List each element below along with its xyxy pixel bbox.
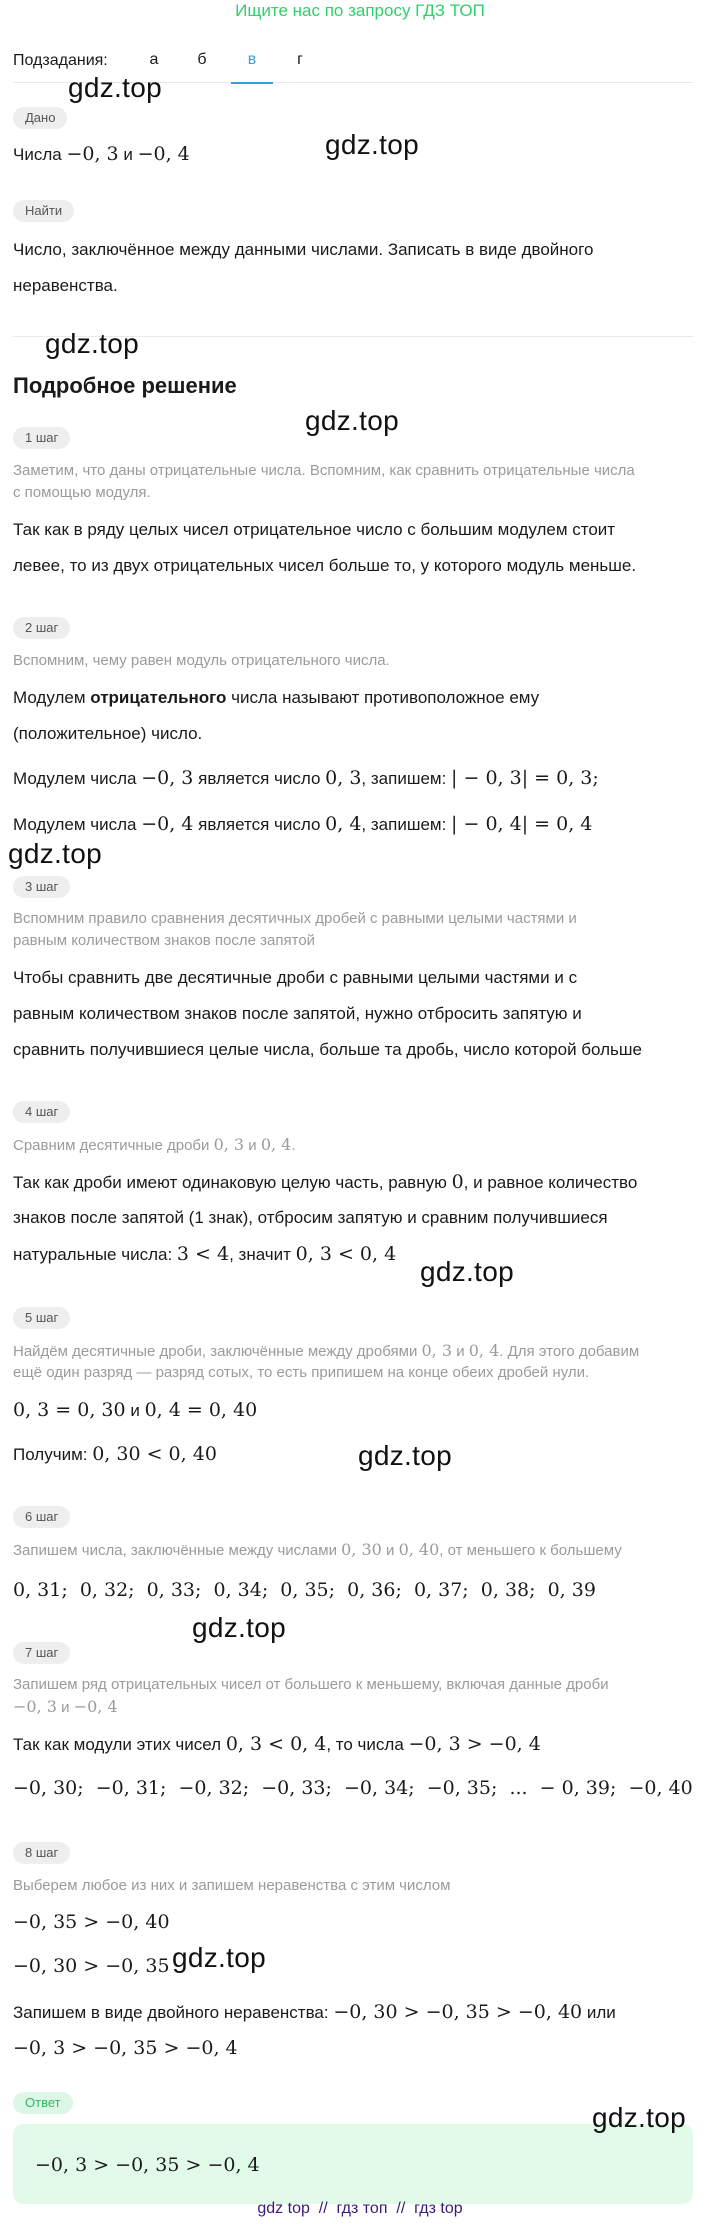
- step2-l4m1: −0, 4: [141, 813, 194, 835]
- step8-ineq2: −0, 30 > −0, 35: [13, 1955, 170, 1977]
- step4-hc: .: [291, 1137, 296, 1154]
- step5-l1m1: 0, 3 = 0, 30: [13, 1399, 126, 1421]
- step8-double-ineq: −0, 3 > −0, 35 > −0, 4: [13, 2037, 238, 2059]
- watermark: gdz.top: [358, 1440, 452, 1471]
- step8-l3m: −0, 30 > −0, 35 > −0, 40: [333, 2001, 583, 2023]
- watermark: gdz.top: [68, 72, 162, 103]
- step1-hint1: Заметим, что даны отрицательные числа. Вспомним, как сравнить отрицательные числа: [13, 462, 635, 479]
- watermark: gdz.top: [325, 129, 419, 160]
- solution-title: Подробное решение: [13, 373, 237, 398]
- tab-b[interactable]: б: [197, 51, 207, 68]
- step2-l3m3: | − 0, 3| = 0, 3;: [451, 767, 599, 789]
- step4-l3m1: 3 < 4: [176, 1243, 230, 1265]
- step2-l1a: Модулем: [13, 688, 91, 707]
- step7-hint1: Запишем ряд отрицательных чисел от большего к меньшему, включая данные дроби: [13, 1676, 609, 1693]
- step2-l3m1: −0, 3: [141, 767, 194, 789]
- tab-a[interactable]: а: [149, 51, 159, 68]
- step2-l3m2: 0, 3: [325, 767, 362, 789]
- step2-l3c: , запишем:: [361, 769, 452, 788]
- step1-line2: левее, то из двух отрицательных чисел больше то, у которого модуль меньше.: [13, 556, 637, 575]
- answer-value: −0, 3 > −0, 35 > −0, 4: [35, 2154, 260, 2176]
- step4-ha: Сравним десятичные дроби: [13, 1137, 214, 1154]
- step1-hint2: с помощью модуля.: [13, 484, 151, 501]
- step6-hm2: 0, 40: [398, 1540, 440, 1559]
- step4-l3m2: 0, 3 < 0, 4: [295, 1243, 397, 1265]
- step4-line2: знаков после запятой (1 знак), отбросим запятую и сравним получившиеся: [13, 1208, 608, 1227]
- find-line1: Число, заключённое между данными числами. Записать в виде двойного: [13, 240, 594, 259]
- step4-line1: [13, 1164, 693, 1201]
- step8-line3: [13, 1994, 693, 2031]
- step8-line2: [13, 1948, 693, 1985]
- step4-line3: [13, 1236, 693, 1273]
- step7-l1m2: −0, 3 > −0, 4: [408, 1733, 541, 1755]
- step2-l1c: числа называют противоположное ему: [226, 688, 540, 707]
- step2-l4b: является число: [193, 815, 326, 834]
- step6-ha: Запишем числа, заключённые между числами: [13, 1542, 342, 1559]
- step8-l3b: или: [582, 2003, 616, 2022]
- tab-v[interactable]: в: [231, 48, 273, 84]
- step5-l2m: 0, 30 < 0, 40: [92, 1443, 217, 1465]
- step5-h1a: Найдём десятичные дроби, заключённые между дробями: [13, 1343, 422, 1360]
- step2-l4a: Модулем числа: [13, 815, 142, 834]
- subtasks-label: Подзадания:: [13, 52, 108, 69]
- watermark: gdz.top: [592, 2102, 686, 2133]
- answer-pill: Ответ: [13, 2092, 73, 2114]
- step8-pill: 8 шаг: [13, 1842, 70, 1864]
- step4-l1b: , и равное количество: [463, 1173, 638, 1192]
- step2-l4m2: 0, 4: [325, 813, 362, 835]
- step2-line4: [13, 806, 693, 843]
- step5-h1m1: 0, 3: [421, 1341, 453, 1360]
- step5-h1c: . Для этого добавим: [499, 1343, 640, 1360]
- step3-hint1: Вспомним правило сравнения десятичных дробей с равными целыми частями и: [13, 910, 577, 927]
- step4-hm1: 0, 3: [213, 1135, 245, 1154]
- step5-line1: [13, 1392, 693, 1429]
- step4-pill: 4 шаг: [13, 1101, 70, 1123]
- step3-line1: Чтобы сравнить две десятичные дроби с равными целыми частями и с: [13, 968, 578, 987]
- given-a: −0, 3: [66, 143, 119, 165]
- step2-line2: (положительное) число.: [13, 724, 203, 743]
- step1-pill: 1 шаг: [13, 427, 70, 449]
- step5-h1m2: 0, 4: [468, 1341, 500, 1360]
- watermark: gdz.top: [8, 838, 102, 869]
- step2-line3: [13, 760, 693, 797]
- step7-line1: [13, 1726, 693, 1763]
- step7-pill: 7 шаг: [13, 1642, 70, 1664]
- search-banner[interactable]: Ищите нас по запросу ГДЗ ТОП: [235, 1, 485, 20]
- step8-hint: Выберем любое из них и запишем неравенства с этим числом: [13, 1877, 451, 1894]
- step3-hint2: равным количеством знаков после запятой: [13, 932, 316, 949]
- step5-l2a: Получим:: [13, 1445, 93, 1464]
- step7-h2m2: −0, 4: [73, 1697, 118, 1716]
- step7-l1m1: 0, 3 < 0, 4: [225, 1733, 327, 1755]
- step4-l1m: 0: [451, 1171, 464, 1193]
- given-b: −0, 4: [137, 143, 190, 165]
- footer-links[interactable]: gdz top // гдз топ // гдз top: [257, 2200, 463, 2217]
- tab-g[interactable]: г: [297, 51, 303, 68]
- step8-line4: [13, 2030, 693, 2067]
- step2-pill: 2 шаг: [13, 617, 70, 639]
- watermark: gdz.top: [420, 1256, 514, 1287]
- step5-pill: 5 шаг: [13, 1307, 70, 1329]
- step5-hint1: [13, 1340, 693, 1363]
- step4-hb: и: [244, 1137, 261, 1154]
- step8-ineq1: −0, 35 > −0, 40: [13, 1911, 170, 1933]
- step2-line1: [13, 680, 693, 716]
- step4-l1a: Так как дроби имеют одинаковую целую часть, равную: [13, 1173, 452, 1192]
- step7-sequence: −0, 30; −0, 31; −0, 32; −0, 33; −0, 34; −0, 35; ... − 0, 39; −0, 40: [13, 1777, 693, 1799]
- given-prefix: Числа: [13, 145, 67, 164]
- step2-hint: Вспомним, чему равен модуль отрицательного числа.: [13, 652, 390, 669]
- step4-l3b: , значит: [229, 1245, 296, 1264]
- watermark: gdz.top: [172, 1942, 266, 1973]
- given-pill: Дано: [13, 107, 67, 129]
- step6-line1: [13, 1572, 693, 1609]
- step2-l4c: , запишем:: [361, 815, 452, 834]
- step3-pill: 3 шаг: [13, 876, 70, 898]
- step8-l3a: Запишем в виде двойного неравенства:: [13, 2003, 334, 2022]
- step7-h2m1: −0, 3: [13, 1697, 57, 1716]
- step5-line2: [13, 1436, 693, 1473]
- step6-hc: , от меньшего к большему: [439, 1542, 622, 1559]
- step6-pill: 6 шаг: [13, 1506, 70, 1528]
- step7-l1a: Так как модули этих чисел: [13, 1735, 226, 1754]
- step4-hm2: 0, 4: [260, 1135, 292, 1154]
- step3-line3: сравнить получившиеся целые числа, больше та дробь, число которой больше: [13, 1040, 642, 1059]
- step5-h1b: и: [452, 1343, 469, 1360]
- step6-sequence: 0, 31; 0, 32; 0, 33; 0, 34; 0, 35; 0, 36; 0, 37; 0, 38; 0, 39: [13, 1579, 596, 1601]
- step5-l1b: и: [125, 1401, 145, 1420]
- step4-l3a: натуральные числа:: [13, 1245, 177, 1264]
- step2-l1b: отрицательного: [90, 688, 227, 707]
- step7-hint2: [13, 1696, 693, 1719]
- step7-l1b: , то числа: [326, 1735, 409, 1754]
- step5-l1m2: 0, 4 = 0, 40: [144, 1399, 258, 1421]
- step5-hint2: ещё один разряд — разряд сотых, то есть припишем на конце обеих дробей нули.: [13, 1364, 590, 1381]
- step6-hint: [13, 1539, 693, 1562]
- step8-line1: [13, 1904, 693, 1941]
- find-pill: Найти: [13, 200, 74, 222]
- find-line2: неравенства.: [13, 276, 118, 295]
- step6-hb: и: [381, 1542, 399, 1559]
- given-mid: и: [118, 145, 138, 164]
- step7-line2: [13, 1770, 693, 1807]
- step3-line2: равным количеством знаков после запятой, нужно отбросить запятую и: [13, 1004, 582, 1023]
- watermark: gdz.top: [192, 1612, 286, 1643]
- step6-hm1: 0, 30: [341, 1540, 382, 1559]
- step2-l4m3: | − 0, 4| = 0, 4: [451, 813, 593, 835]
- step2-l3b: является число: [193, 769, 326, 788]
- step2-l3a: Модулем числа: [13, 769, 142, 788]
- step7-h2b: и: [56, 1699, 74, 1716]
- watermark: gdz.top: [305, 405, 399, 436]
- answer-box: [13, 2124, 693, 2204]
- watermark: gdz.top: [45, 328, 139, 359]
- step1-line1: Так как в ряду целых чисел отрицательное число с большим модулем стоит: [13, 520, 616, 539]
- step4-hint: [13, 1134, 693, 1157]
